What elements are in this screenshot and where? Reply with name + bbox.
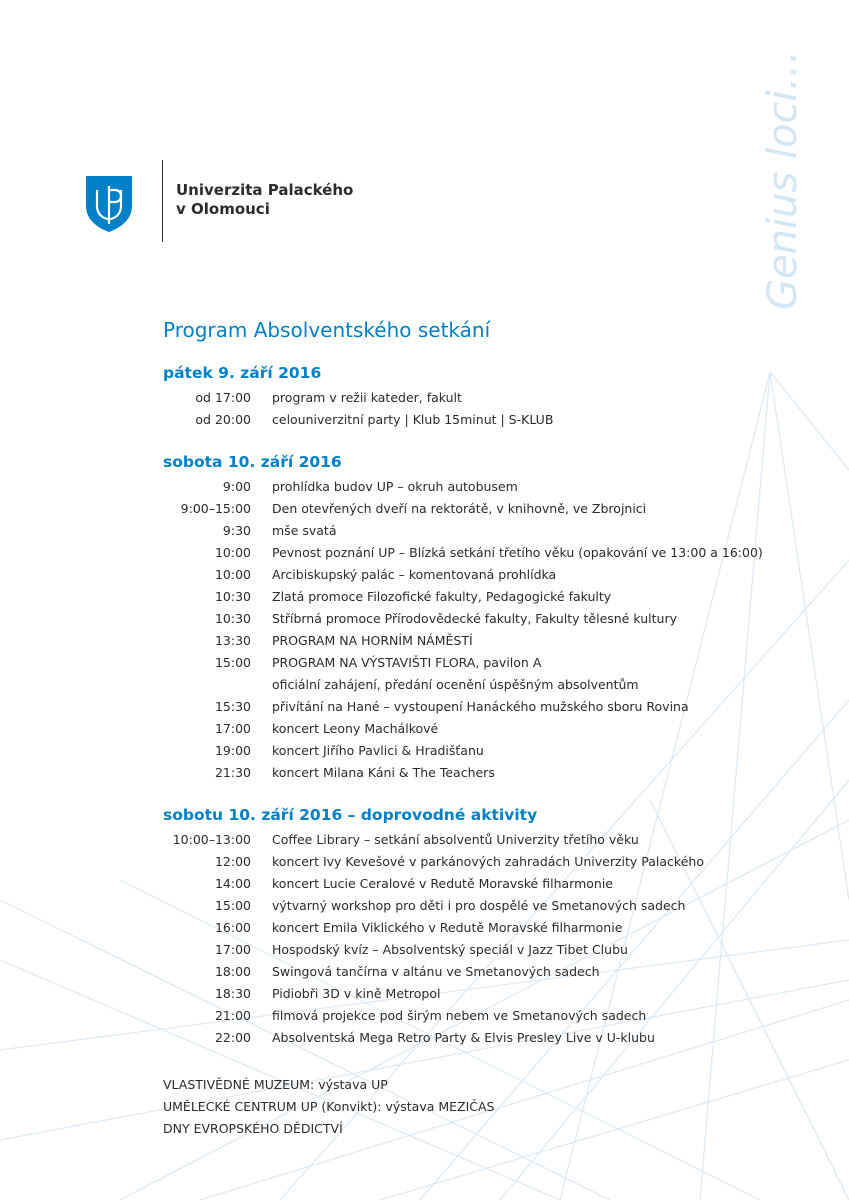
schedule-description: Den otevřených dveří na rektorátě, v knihovně, ve Zbrojnici <box>272 501 647 516</box>
schedule-description: koncert Leony Machálkové <box>272 721 439 736</box>
schedule-side-activities <box>0 829 849 1049</box>
schedule-description: přivítání na Hané – vystoupení Hanáckého mužského sboru Rovina <box>272 699 689 714</box>
schedule-description: Hospodský kvíz – Absolventský speciál v Jazz Tibet Clubu <box>272 942 628 957</box>
schedule-row <box>0 718 849 740</box>
schedule-time: 12:00 <box>214 854 251 869</box>
schedule-description: Absolventská Mega Retro Party & Elvis Presley Live v U-klubu <box>272 1030 655 1045</box>
schedule-time: 16:00 <box>214 920 251 935</box>
section-title-friday: pátek 9. září 2016 <box>163 364 322 382</box>
schedule-time: 19:00 <box>214 743 251 758</box>
header-divider <box>162 160 163 242</box>
schedule-time: 10:30 <box>214 589 251 604</box>
schedule-row <box>0 409 849 431</box>
schedule-row <box>0 1005 849 1027</box>
schedule-time: 9:30 <box>222 523 251 538</box>
footer-note: VLASTIVĚDNÉ MUZEUM: výstava UP <box>163 1077 388 1092</box>
schedule-description: koncert Milana Káni & The Teachers <box>272 765 495 780</box>
schedule-time: 13:30 <box>214 633 251 648</box>
schedule-description: Stříbrná promoce Přírodovědecké fakulty, Fakulty tělesné kultury <box>272 611 677 626</box>
schedule-time: 14:00 <box>214 876 251 891</box>
section-title-saturday: sobota 10. září 2016 <box>163 453 342 471</box>
schedule-row <box>0 983 849 1005</box>
schedule-description: filmová projekce pod širým nebem ve Smetanových sadech <box>272 1008 647 1023</box>
schedule-time: 10:00 <box>214 545 251 560</box>
schedule-row <box>0 520 849 542</box>
schedule-time: 18:00 <box>214 964 251 979</box>
schedule-row <box>0 586 849 608</box>
schedule-description: PROGRAM NA HORNÍM NÁMĚSTÍ <box>272 633 473 648</box>
university-name-line-2: v Olomouci <box>176 200 270 218</box>
page-title: Program Absolventského setkání <box>163 318 491 342</box>
schedule-saturday <box>0 476 849 784</box>
schedule-description: prohlídka budov UP – okruh autobusem <box>272 479 518 494</box>
schedule-description: program v režii kateder, fakult <box>272 390 462 405</box>
tagline: Genius loci… <box>760 50 806 310</box>
schedule-description: koncert Lucie Ceralové v Redutě Moravské filharmonie <box>272 876 613 891</box>
schedule-time: 10:30 <box>214 611 251 626</box>
schedule-row <box>0 851 849 873</box>
schedule-description: koncert Jiřího Pavlici & Hradišťanu <box>272 743 484 758</box>
schedule-time: 21:30 <box>214 765 251 780</box>
schedule-row <box>0 939 849 961</box>
schedule-description: koncert Emila Viklického v Redutě Moravské filharmonie <box>272 920 623 935</box>
schedule-row <box>0 564 849 586</box>
schedule-row <box>0 762 849 784</box>
schedule-time: 9:00–15:00 <box>180 501 251 516</box>
section-title-side-activities: sobotu 10. září 2016 – doprovodné aktivity <box>163 806 538 824</box>
schedule-time: 15:30 <box>214 699 251 714</box>
schedule-time: 15:00 <box>214 655 251 670</box>
schedule-description: PROGRAM NA VÝSTAVIŠTI FLORA, pavilon A <box>272 655 542 670</box>
schedule-description: celouniverzitní party | Klub 15minut | S-KLUB <box>272 412 554 427</box>
schedule-row <box>0 476 849 498</box>
schedule-row <box>0 542 849 564</box>
schedule-time: 10:00–13:00 <box>172 832 251 847</box>
schedule-description: Coffee Library – setkání absolventů Univerzity třetího věku <box>272 832 639 847</box>
schedule-time: 10:00 <box>214 567 251 582</box>
schedule-time: 15:00 <box>214 898 251 913</box>
schedule-row <box>0 873 849 895</box>
schedule-row <box>0 895 849 917</box>
schedule-row <box>0 387 849 409</box>
university-name <box>176 181 353 219</box>
schedule-time: 22:00 <box>214 1030 251 1045</box>
schedule-time: 17:00 <box>214 721 251 736</box>
schedule-row <box>0 917 849 939</box>
schedule-row <box>0 498 849 520</box>
schedule-time: 18:30 <box>214 986 251 1001</box>
schedule-row <box>0 740 849 762</box>
schedule-row <box>0 961 849 983</box>
schedule-description: Zlatá promoce Filozofické fakulty, Pedagogické fakulty <box>272 589 612 604</box>
schedule-row <box>0 630 849 652</box>
schedule-description: Pidiobři 3D v kině Metropol <box>272 986 441 1001</box>
schedule-description: mše svatá <box>272 523 337 538</box>
footer-notes <box>163 1074 495 1140</box>
schedule-time: 9:00 <box>222 479 251 494</box>
schedule-description: výtvarný workshop pro děti i pro dospělé ve Smetanových sadech <box>272 898 686 913</box>
schedule-description: koncert Ivy Kevešové v parkánových zahradách Univerzity Palackého <box>272 854 704 869</box>
footer-note: UMĚLECKÉ CENTRUM UP (Konvikt): výstava MEZIČAS <box>163 1099 495 1114</box>
schedule-description: Arcibiskupský palác – komentovaná prohlídka <box>272 567 557 582</box>
footer-note: DNY EVROPSKÉHO DĚDICTVÍ <box>163 1121 343 1136</box>
schedule-description: Swingová tančírna v altánu ve Smetanových sadech <box>272 964 600 979</box>
schedule-description: oficiální zahájení, předání ocenění úspěšným absolventům <box>272 677 639 692</box>
schedule-time: 17:00 <box>214 942 251 957</box>
schedule-time: od 17:00 <box>195 390 251 405</box>
schedule-time: od 20:00 <box>195 412 251 427</box>
schedule-row <box>0 1027 849 1049</box>
schedule-friday <box>0 387 849 431</box>
schedule-row <box>0 674 849 696</box>
schedule-time: 21:00 <box>214 1008 251 1023</box>
schedule-row <box>0 829 849 851</box>
up-shield-logo-icon <box>86 176 132 232</box>
schedule-row <box>0 696 849 718</box>
schedule-row <box>0 652 849 674</box>
schedule-row <box>0 608 849 630</box>
schedule-description: Pevnost poznání UP – Blízká setkání třetího věku (opakování ve 13:00 a 16:00) <box>272 545 763 560</box>
university-name-line-1: Univerzita Palackého <box>176 181 354 199</box>
